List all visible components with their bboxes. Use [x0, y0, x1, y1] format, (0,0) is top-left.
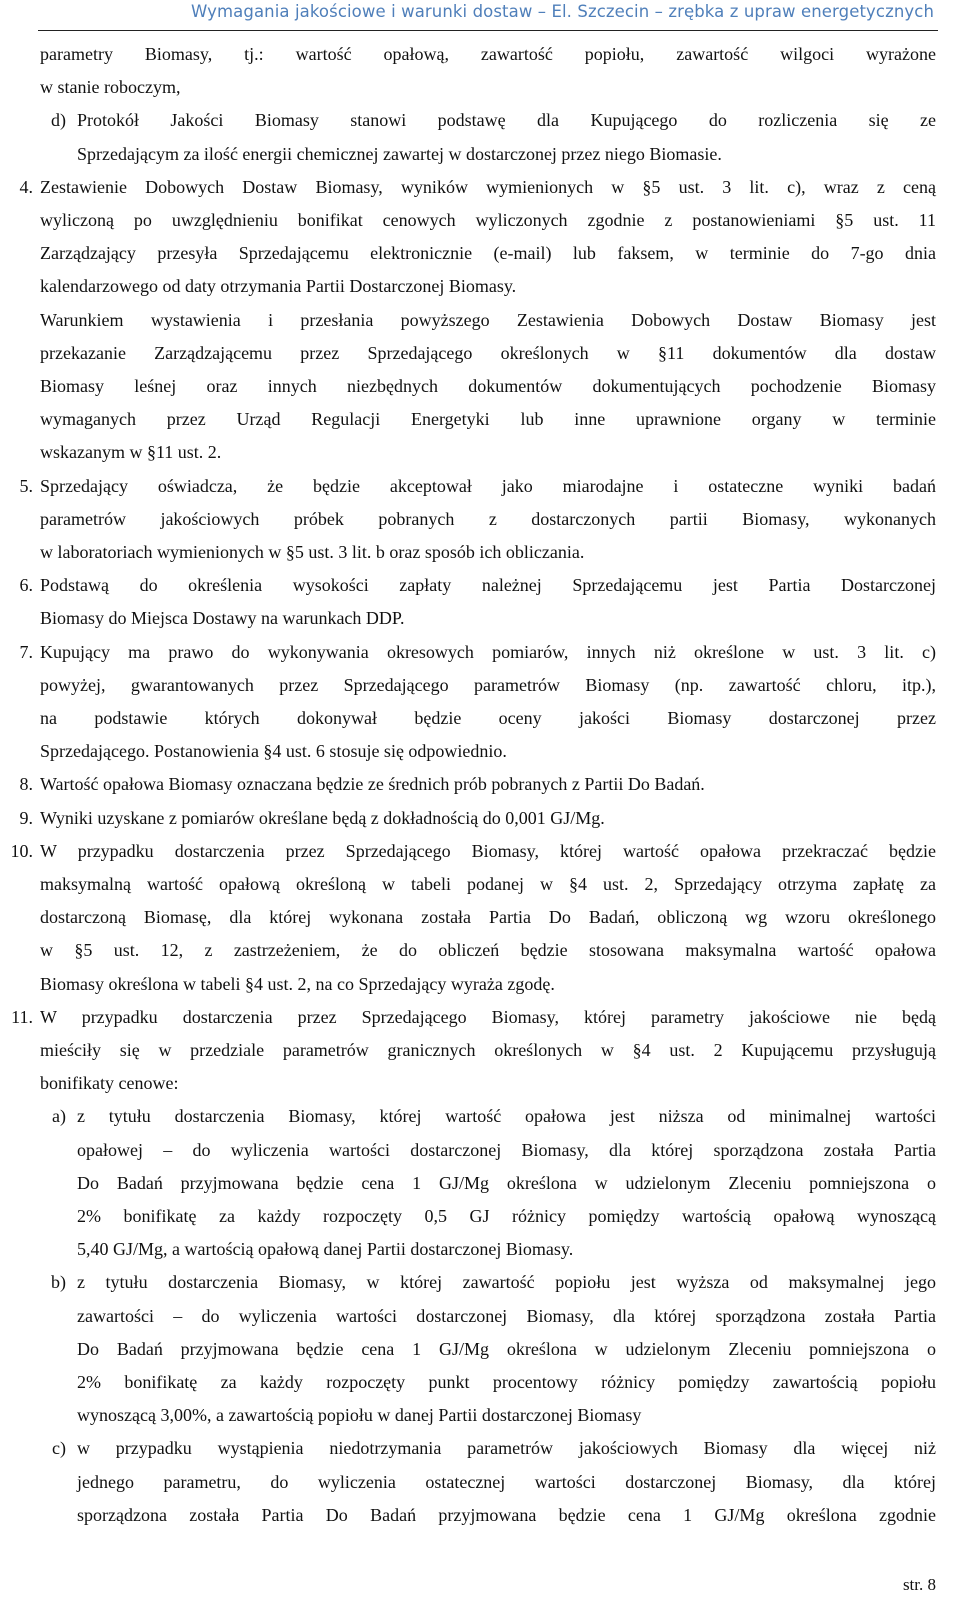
text-line: Zarządzający przesyła Sprzedającemu elektronicznie (e-mail) lub faksem, w terminie do 7-go dnia: [40, 243, 936, 264]
text-line: mieściły się w przedziale parametrów granicznych określonych w §4 ust. 2 Kupującemu przysługują: [40, 1040, 936, 1060]
text-line: W przypadku dostarczenia przez Sprzedającego Biomasy, której wartość opałowa przekraczać będzie: [40, 840, 936, 861]
text-line: Kupujący ma prawo do wykonywania okresowych pomiarów, innych niż określone w ust. 3 lit. c): [40, 641, 936, 662]
text-line: Podstawą do określenia wysokości zapłaty należnej Sprzedającemu jest Partia Dostarczonej: [40, 575, 936, 596]
text-line: w stanie roboczym,: [40, 77, 181, 98]
text-line: Biomasy określona w tabeli §4 ust. 2, na co Sprzedający wyraża zgodę.: [40, 973, 555, 994]
text-line: Sprzedający oświadcza, że będzie akceptował jako miarodajne i ostateczne wyniki badań: [40, 475, 936, 496]
list-marker: 7.: [19, 641, 33, 662]
text-line: wskazanym w §11 ust. 2.: [40, 442, 222, 463]
text-line: 2% bonifikatę za każdy rozpoczęty 0,5 GJ różnicy pomiędzy wartością opałową wynoszącą: [77, 1206, 936, 1226]
list-marker: c): [52, 1438, 66, 1459]
text-line: w §5 ust. 12, z zastrzeżeniem, że do obliczeń będzie stosowana maksymalna wartość opałowa: [40, 940, 936, 961]
text-line: Sprzedającego. Postanowienia §4 ust. 6 stosuje się odpowiednio.: [40, 741, 507, 762]
text-line: Warunkiem wystawienia i przesłania powyższego Zestawienia Dobowych Dostaw Biomasy jest: [40, 309, 936, 330]
text-line: opałowej – do wyliczenia wartości dostarczonej Biomasy, dla której sporządzona została Partia: [77, 1139, 936, 1160]
text-line: kalendarzowego od daty otrzymania Partii Dostarczonej Biomasy.: [40, 276, 517, 297]
page-number: str. 8: [902, 1575, 936, 1594]
text-line: parametrów jakościowych próbek pobranych z dostarczonych partii Biomasy, wykonanych: [40, 508, 936, 529]
text-line: Do Badań przyjmowana będzie cena 1 GJ/Mg określona w udzielonym Zleceniu pomniejszona o: [77, 1172, 936, 1193]
list-marker: a): [52, 1106, 66, 1127]
text-line: Sprzedającym za ilość energii chemicznej zawartej w dostarczonej przez niego Biomasie.: [77, 143, 722, 164]
list-marker: d): [51, 110, 66, 131]
text-line: przekazanie Zarządzającemu przez Sprzedającego określonych w §11 dokumentów dla dostaw: [40, 342, 936, 363]
text-line: Biomasy leśnej oraz innych niezbędnych dokumentów dokumentujących pochodzenie Biomasy: [40, 376, 936, 396]
list-marker: 8.: [19, 774, 33, 795]
text-line: Zestawienie Dobowych Dostaw Biomasy, wyników wymienionych w §5 ust. 3 lit. c), wraz z ceną: [40, 176, 936, 197]
text-line: wymaganych przez Urząd Regulacji Energetyki lub inne uprawnione organy w terminie: [40, 409, 936, 430]
text-line: w przypadku wystąpienia niedotrzymania parametrów jakościowych Biomasy dla więcej niż: [77, 1438, 936, 1459]
text-line: w laboratoriach wymienionych w §5 ust. 3 lit. b oraz sposób ich obliczania.: [40, 542, 585, 562]
list-marker: 5.: [19, 475, 33, 496]
list-marker: 4.: [19, 176, 33, 197]
text-line: Protokół Jakości Biomasy stanowi podstawę dla Kupującego do rozliczenia się ze: [77, 110, 936, 131]
text-line: W przypadku dostarczenia przez Sprzedającego Biomasy, której parametry jakościowe nie będą: [40, 1006, 936, 1027]
text-line: wyliczoną po uwzględnieniu bonifikat cenowych wyliczonych zgodnie z postanowieniami §5 ust. 11: [40, 210, 936, 230]
text-line: maksymalną wartość opałową określoną w tabeli podanej w §4 ust. 2, Sprzedający otrzyma zapłatę za: [40, 874, 936, 894]
list-marker: 10.: [10, 840, 33, 861]
text-line: Wartość opałowa Biomasy oznaczana będzie ze średnich prób pobranych z Partii Do Badań.: [40, 774, 705, 795]
text-line: dostarczoną Biomasę, dla której wykonana została Partia Do Badań, obliczoną wg wzoru określonego: [40, 907, 936, 928]
text-line: z tytułu dostarczenia Biomasy, w której zawartość popiołu jest wyższa od maksymalnej jego: [77, 1272, 936, 1293]
list-marker: 9.: [19, 807, 33, 828]
text-line: sporządzona została Partia Do Badań przyjmowana będzie cena 1 GJ/Mg określona zgodnie: [77, 1504, 936, 1525]
text-line: Do Badań przyjmowana będzie cena 1 GJ/Mg określona w udzielonym Zleceniu pomniejszona o: [77, 1338, 936, 1359]
text-line: 5,40 GJ/Mg, a wartością opałową danej Partii dostarczonej Biomasy.: [77, 1239, 574, 1260]
text-line: parametry Biomasy, tj.: wartość opałową, zawartość popiołu, zawartość wilgoci wyrażone: [40, 44, 936, 64]
text-line: 2% bonifikatę za każdy rozpoczęty punkt procentowy różnicy pomiędzy zawartością popiołu: [77, 1372, 936, 1392]
text-line: Biomasy do Miejsca Dostawy na warunkach DDP.: [40, 608, 405, 629]
text-line: powyżej, gwarantowanych przez Sprzedającego parametrów Biomasy (np. zawartość chloru, itp.),: [40, 674, 936, 695]
list-marker: 11.: [11, 1006, 33, 1027]
text-line: z tytułu dostarczenia Biomasy, której wartość opałowa jest niższa od minimalnej wartości: [77, 1106, 936, 1127]
list-marker: b): [51, 1272, 66, 1293]
header-divider: [38, 30, 938, 31]
text-line: wynoszącą 3,00%, a zawartością popiołu w danej Partii dostarczonej Biomasy: [77, 1405, 642, 1426]
running-header: Wymagania jakościowe i warunki dostaw – El. Szczecin – zrębka z upraw energetycznych: [191, 2, 934, 21]
text-line: Wyniki uzyskane z pomiarów określane będą z dokładnością do 0,001 GJ/Mg.: [40, 807, 605, 828]
text-line: jednego parametru, do wyliczenia ostatecznej wartości dostarczonej Biomasy, dla której: [77, 1471, 936, 1492]
text-line: na podstawie których dokonywał będzie oceny jakości Biomasy dostarczonej przez: [40, 708, 936, 728]
text-line: zawartości – do wyliczenia wartości dostarczonej Biomasy, dla której sporządzona została Partia: [77, 1305, 936, 1326]
list-marker: 6.: [19, 575, 33, 596]
text-line: bonifikaty cenowe:: [40, 1073, 179, 1094]
